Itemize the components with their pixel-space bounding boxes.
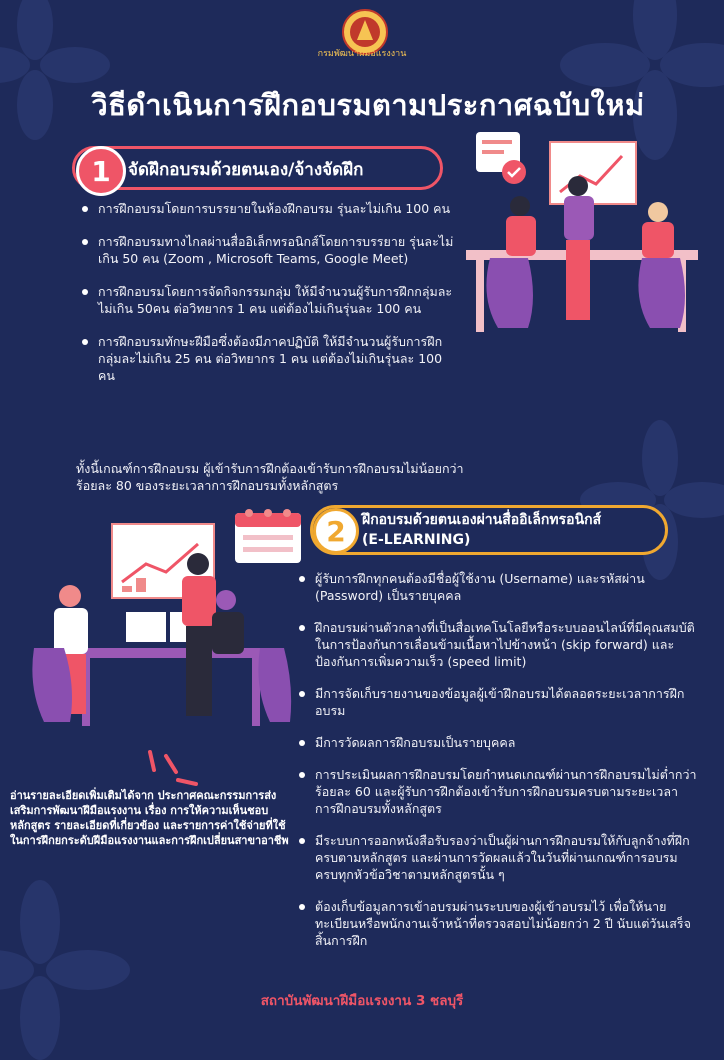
- section1-list: [80, 200, 460, 400]
- list-item: การฝึกอบรมโดยการจัดกิจกรรมกลุ่ม ให้มีจำนวนผู้รับการฝึกกลุ่มละไม่เกิน 50คน ต่อวิทยากร 1 คน แต่ต้องไม่เกินรุ่นละ 100 คน: [80, 283, 460, 317]
- computer-training-illustration: [30, 520, 292, 730]
- reference-note: อ่านรายละเอียดเพิ่มเติมได้จาก ประกาศคณะกรรมการส่งเสริมการพัฒนาฝีมือแรงงาน เรื่อง การให้ความเห็นชอบหลักสูตร รายละเอียดที่เกี่ยวข้อง และรายการค่าใช้จ่ายที่ใช้ในการฝึกยกระดับฝีมือแรงงานและการฝึกเปลี่ยนสาขาอาชีพ: [10, 789, 289, 847]
- meeting-illustration: [462, 128, 702, 338]
- section1-number-badge: 1: [76, 146, 126, 196]
- section2-number-badge: 2: [313, 508, 359, 554]
- logo-caption: กรมพัฒนาฝีมือแรงงาน: [317, 49, 407, 59]
- list-item: ต้องเก็บข้อมูลการเข้าอบรมผ่านระบบของผู้เข้าอบรมไว้ เพื่อให้นายทะเบียนหรือพนักงานเจ้าหน้าที่ตรวจสอบไม่น้อยกว่า 2 ปี นับแต่วันเสร็จสิ้นการฝึก: [297, 898, 697, 949]
- list-item: การฝึกอบรมโดยการบรรยายในห้องฝึกอบรม รุ่นละไม่เกิน 100 คน: [80, 200, 460, 217]
- decorative-flower-mid-right: [580, 420, 724, 580]
- section2-title-line1: ฝึกอบรมด้วยตนเองผ่านสื่ออิเล็กทรอนิกส์: [362, 512, 602, 528]
- section2-list: [297, 570, 697, 964]
- section2-title-line2: (E-LEARNING): [362, 532, 471, 548]
- list-item: มีการจัดเก็บรายงานของข้อมูลผู้เข้าฝึกอบรมได้ตลอดระยะเวลาการฝึกอบรม: [297, 685, 697, 719]
- list-item: การฝึกอบรมทักษะฝีมือซึ่งต้องมีภาคปฏิบัติ ให้มีจำนวนผู้รับการฝึกกลุ่มละไม่เกิน 25 คน ต่อวิทยากร 1 คน แต่ต้องไม่เกินรุ่นละ 100 คน: [80, 333, 460, 384]
- list-item: มีการวัดผลการฝึกอบรมเป็นรายบุคคล: [297, 734, 697, 751]
- training-criteria: ทั้งนี้เกณฑ์การฝึกอบรม ผู้เข้ารับการฝึกต้องเข้ารับการฝึกอบรมไม่น้อยกว่าร้อยละ 80 ของระยะเวลาการฝึกอบรมทั้งหลักสูตร: [76, 461, 464, 493]
- section1-title: จัดฝึกอบรมด้วยตนเอง/จ้างจัดฝึก: [128, 160, 364, 180]
- list-item: ผู้รับการฝึกทุกคนต้องมีชื่อผู้ใช้งาน (Username) และรหัสผ่าน (Password) เป็นรายบุคคล: [297, 570, 697, 604]
- list-item: ฝึกอบรมผ่านตัวกลางที่เป็นสื่อเทคโนโลยีหรือระบบออนไลน์ที่มีคุณสมบัติในการป้องกันการเลื่อนข้ามเนื้อหาไปข้างหน้า (skip forward) และป้องกันการเพิ่มความเร็ว (speed limit): [297, 619, 697, 670]
- footer-institute: สถาบันพัฒนาฝีมือแรงงาน 3 ชลบุรี: [260, 993, 464, 1009]
- decorative-flower-bottom-left: [0, 880, 130, 1060]
- list-item: การฝึกอบรมทางไกลผ่านสื่ออิเล็กทรอนิกส์โดยการบรรยาย รุ่นละไม่เกิน 50 คน (Zoom , Microsoft Teams, Google Meet): [80, 233, 460, 267]
- list-item: มีระบบการออกหนังสือรับรองว่าเป็นผู้ผ่านการฝึกอบรมให้กับลูกจ้างที่ฝึกครบตามหลักสูตร และผ่านการวัดผลแล้วในวันที่ผ่านเกณฑ์การอบรมครบทุกหัวข้อวิชาตามหลักสูตรนั้น ๆ: [297, 832, 697, 883]
- list-item: การประเมินผลการฝึกอบรมโดยกำหนดเกณฑ์ผ่านการฝึกอบรมไม่ต่ำกว่าร้อยละ 60 และผู้รับการฝึกต้องเข้ารับการฝึกอบรมครบตามระยะเวลาการฝึกอบรมทั้งหลักสูตร: [297, 766, 697, 817]
- section2-title: [362, 510, 662, 550]
- page-title: วิธีดำเนินการฝึกอบรมตามประกาศฉบับใหม่: [91, 88, 645, 122]
